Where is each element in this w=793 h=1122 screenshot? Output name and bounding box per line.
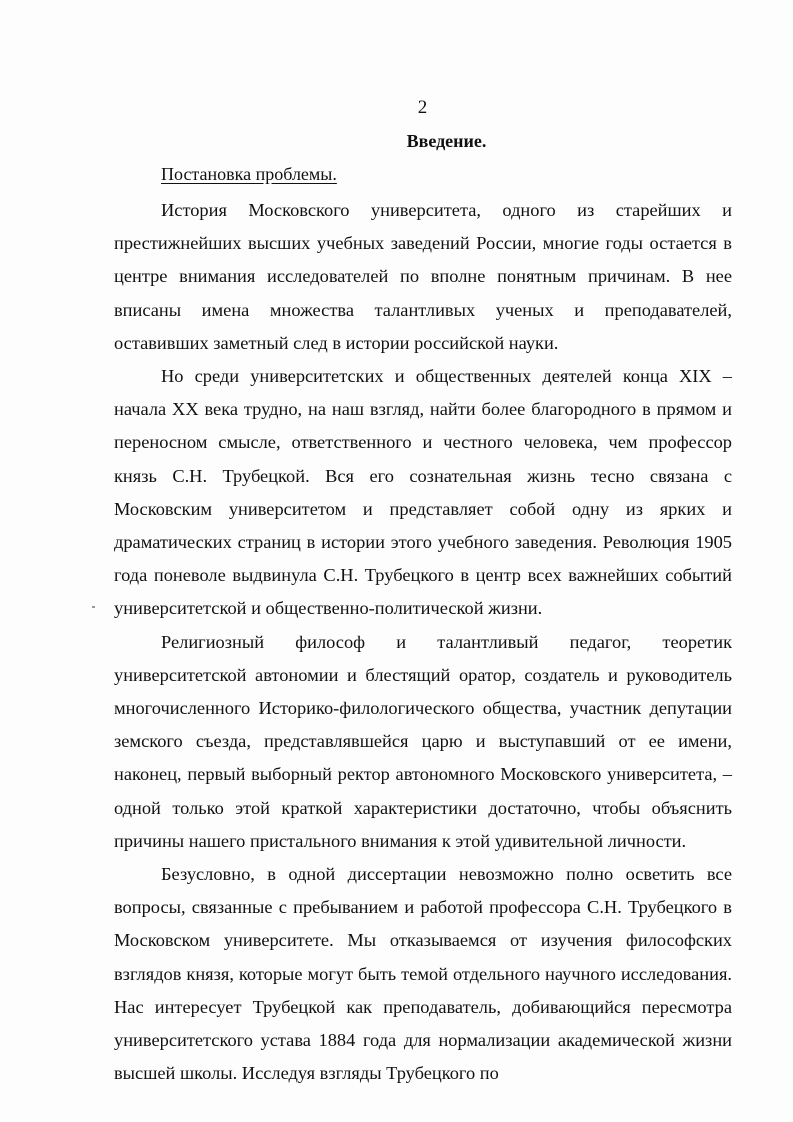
scan-speck [92, 606, 95, 608]
paragraph: Но среди университетских и общественных деятелей конца XIX – начала XX века трудно, на наш взгляд, найти более благородного в прямом и переносном смысле, ответственного и честного человека, чем профессор князь С.Н. Трубецкой. Вся его сознательная жизнь тесно связана с Московским университетом и представляет собой одну из ярких и драматических страниц в истории этого учебного заведения. Революция 1905 года поневоле выдвинула С.Н. Трубецкого в центр всех важнейших событий университетской и общественно-политической жизни. [114, 366, 732, 619]
page-number: 2 [417, 97, 428, 118]
paragraph: Безусловно, в одной диссертации невозможно полно осветить все вопросы, связанные с пребыванием и работой профессора С.Н. Трубецкого в Московском университете. Мы отказываемся от изучения философских взглядов князя, которые могут быть темой отдельного научного исследования. Нас интересует Трубецкой как преподаватель, добивающийся пересмотра университетского устава 1884 года для нормализации академической жизни высшей школы. Исследуя взгляды Трубецкого по [114, 864, 732, 1084]
paragraph: История Московского университета, одного из старейших и престижнейших высших учебных заведений России, многие годы остается в центре внимания исследователей по вполне понятным причинам. В нее вписаны имена множества талантливых ученых и преподавателей, оставивших заметный след в истории российской науки. [114, 200, 732, 353]
section-subtitle: Постановка проблемы. [161, 164, 337, 184]
body-text [114, 194, 732, 1090]
paragraph: Религиозный философ и талантливый педагог, теоретик университетской автономии и блестящий оратор, создатель и руководитель многочисленного Историко-филологического общества, участник депутации земского съезда, представлявшейся царю и выступавший от ее имени, наконец, первый выборный ректор автономного Московского университета, – одной только этой краткой характеристики достаточно, чтобы объяснить причины нашего пристального внимания к этой удивительной личности. [114, 631, 732, 851]
section-title: Введение. [406, 131, 487, 151]
